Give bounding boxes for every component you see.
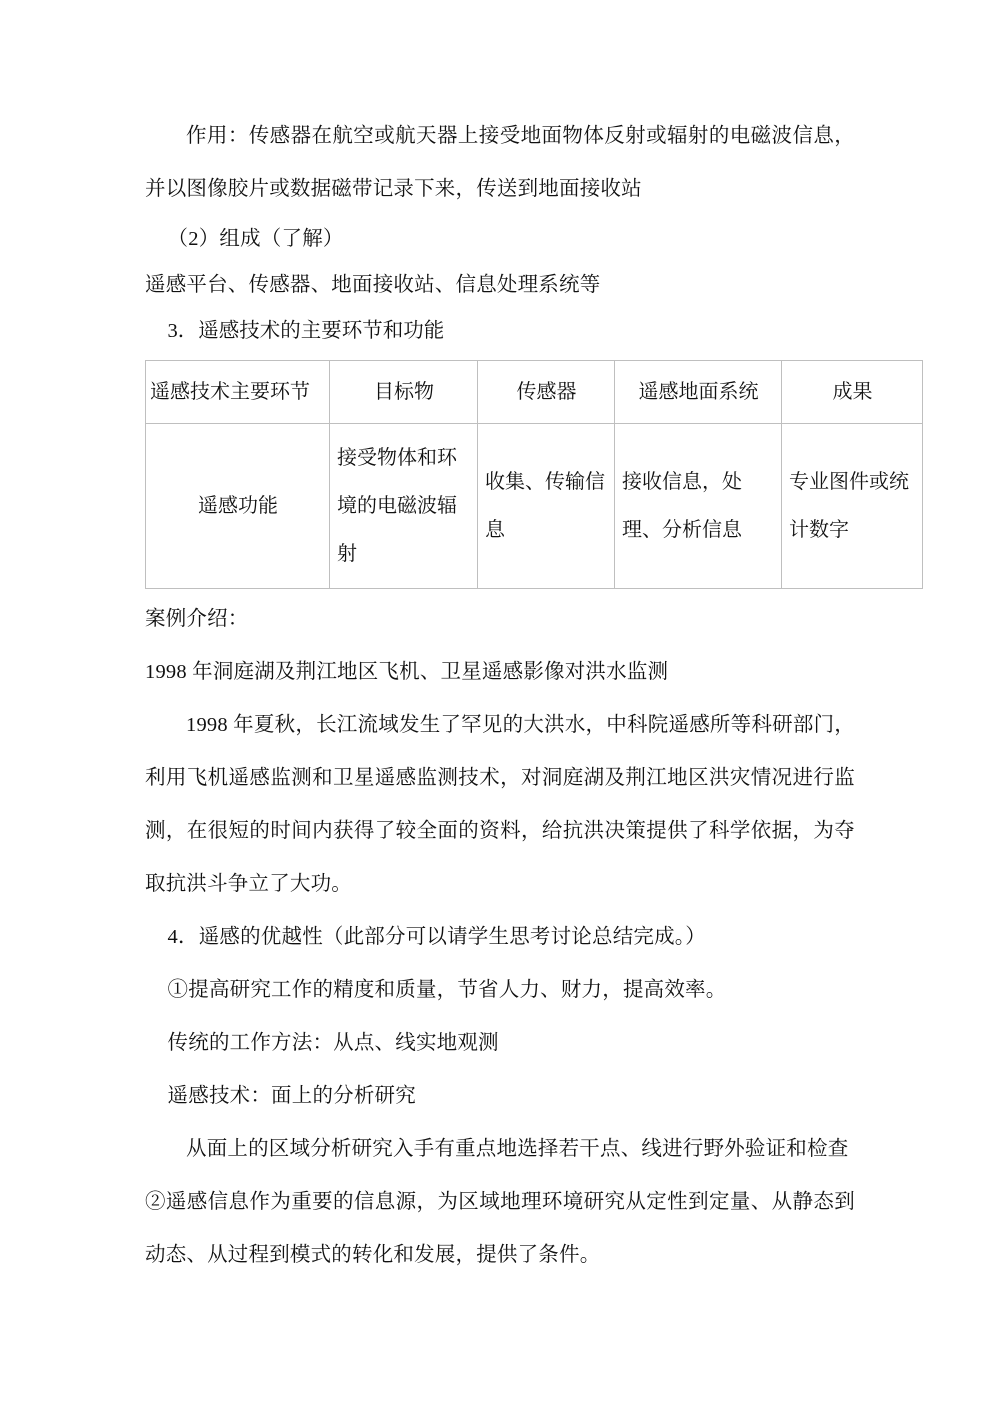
table-cell-result-description: 专业图件或统计数字 bbox=[782, 424, 923, 589]
table-header-cell-result: 成果 bbox=[782, 361, 923, 424]
table-header-cell-ground-system: 遥感地面系统 bbox=[615, 361, 782, 424]
paragraph-advantage-1: ①提高研究工作的精度和质量，节省人力、财力，提高效率。 bbox=[167, 979, 727, 1001]
table-header-cell-target: 目标物 bbox=[330, 361, 478, 424]
document-body bbox=[145, 110, 909, 1282]
paragraph-traditional-method: 传统的工作方法：从点、线实地观测 bbox=[167, 1032, 499, 1054]
paragraph-case-title: 1998 年洞庭湖及荆江地区飞机、卫星遥感影像对洪水监测 bbox=[145, 661, 669, 683]
table-cell-target-description: 接受物体和环境的电磁波辐射 bbox=[330, 424, 478, 589]
paragraph-composition-list: 遥感平台、传感器、地面接收站、信息处理系统等 bbox=[145, 274, 601, 296]
table-cell-function-label: 遥感功能 bbox=[146, 424, 330, 589]
heading-section-4: 4．遥感的优越性（此部分可以请学生思考讨论总结完成。） bbox=[167, 926, 706, 948]
paragraph-sensor-function: 作用：传感器在航空或航天器上接受地面物体反射或辐射的电磁波信息，并以图像胶片或数据磁带记录下来，传送到地面接收站 bbox=[145, 125, 855, 200]
remote-sensing-function-table bbox=[145, 360, 923, 589]
paragraph-remote-sensing-method: 遥感技术：面上的分析研究 bbox=[167, 1085, 416, 1107]
table-row bbox=[146, 424, 923, 589]
table-header-cell-stage: 遥感技术主要环节 bbox=[146, 361, 330, 424]
paragraph-case-body: 1998 年夏秋，长江流域发生了罕见的大洪水，中科院遥感所等科研部门，利用飞机遥感监测和卫星遥感监测技术，对洞庭湖及荆江地区洪灾情况进行监测，在很短的时间内获得了较全面的资料，给抗洪决策提供了科学依据，为夺取抗洪斗争立了大功。 bbox=[145, 714, 855, 895]
paragraph-case-label: 案例介绍： bbox=[145, 608, 249, 630]
paragraph-advantage-2: ②遥感信息作为重要的信息源，为区域地理环境研究从定性到定量、从静态到动态、从过程到模式的转化和发展，提供了条件。 bbox=[145, 1191, 855, 1266]
remote-sensing-table-wrapper bbox=[145, 360, 909, 589]
table-header-row bbox=[146, 361, 923, 424]
table-header-cell-sensor: 传感器 bbox=[478, 361, 615, 424]
table-cell-ground-system-description: 接收信息，处理、分析信息 bbox=[615, 424, 782, 589]
heading-section-3: 3．遥感技术的主要环节和功能 bbox=[167, 320, 445, 342]
paragraph-composition-heading: （2）组成（了解） bbox=[167, 228, 344, 250]
paragraph-area-analysis: 从面上的区域分析研究入手有重点地选择若干点、线进行野外验证和检查 bbox=[186, 1138, 849, 1160]
table-cell-sensor-description: 收集、传输信息 bbox=[478, 424, 615, 589]
